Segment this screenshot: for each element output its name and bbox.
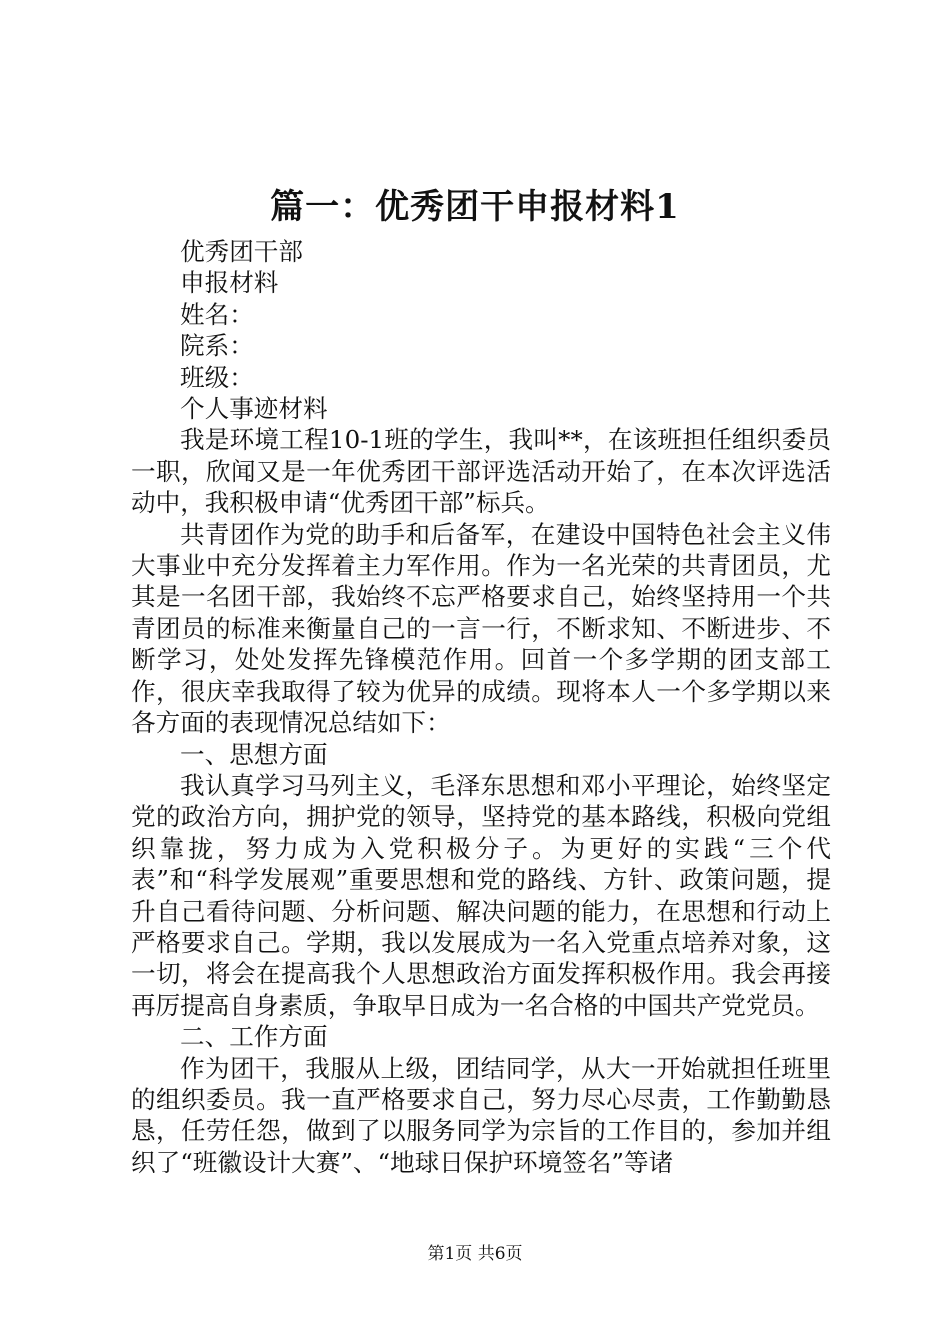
paragraph-work: 作为团干，我服从上级，团结同学，从大一开始就担任班里的组织委员。我一直严格要求自己，努力尽心尽责，工作勤勤恳恳，任劳任怨，做到了以服务同学为宗旨的工作目的，参加并组织了“班徽设计大赛”、“地球日保护环境签名”等诸	[131, 1053, 831, 1177]
section-heading-ideology: 一、思想方面	[180, 739, 328, 769]
document-title: 篇一：优秀团干申报材料1	[270, 187, 680, 227]
line-application-material: 申报材料	[180, 268, 279, 298]
paragraph-ideology: 我认真学习马列主义，毛泽东思想和邓小平理论，始终坚定党的政治方向，拥护党的领导，坚持党的基本路线，积极向党组织靠拢，努力成为入党积极分子。为更好的实践“三个代表”和“科学发展观”重要思想和党的路线、方针、政策问题，提升自己看待问题、分析问题、解决问题的能力，在思想和行动上严格要求自己。学期，我以发展成为一名入党重点培养对象，这一切，将会在提高我个人思想政治方面发挥积极作用。我会再接再厉提高自身素质，争取早日成为一名合格的中国共产党党员。	[131, 770, 831, 1020]
page-number-footer: 第1页 共6页	[427, 1244, 523, 1264]
section-heading-work: 二、工作方面	[180, 1022, 328, 1052]
line-department-field: 院系：	[180, 331, 254, 361]
paragraph-league-role: 共青团作为党的助手和后备军，在建设中国特色社会主义伟大事业中充分发挥着主力军作用。作为一名光荣的共青团员，尤其是一名团干部，我始终不忘严格要求自己，始终坚持用一个共青团员的标准来衡量自己的一言一行，不断求知、不断进步、不断学习，处处发挥先锋模范作用。回首一个多学期的团支部工作，很庆幸我取得了较为优异的成绩。现将本人一个多学期以来各方面的表现情况总结如下：	[131, 519, 831, 738]
line-excellent-cadre: 优秀团干部	[180, 237, 303, 266]
line-personal-deeds: 个人事迹材料	[180, 394, 328, 424]
line-class-field: 班级：	[180, 362, 254, 392]
paragraph-intro: 我是环境工程10-1班的学生，我叫**，在该班担任组织委员一职，欣闻又是一年优秀团干部评选活动开始了，在本次评选活动中，我积极申请“优秀团干部”标兵。	[131, 425, 831, 518]
line-name-field: 姓名：	[180, 299, 254, 329]
document-body	[131, 236, 831, 1178]
